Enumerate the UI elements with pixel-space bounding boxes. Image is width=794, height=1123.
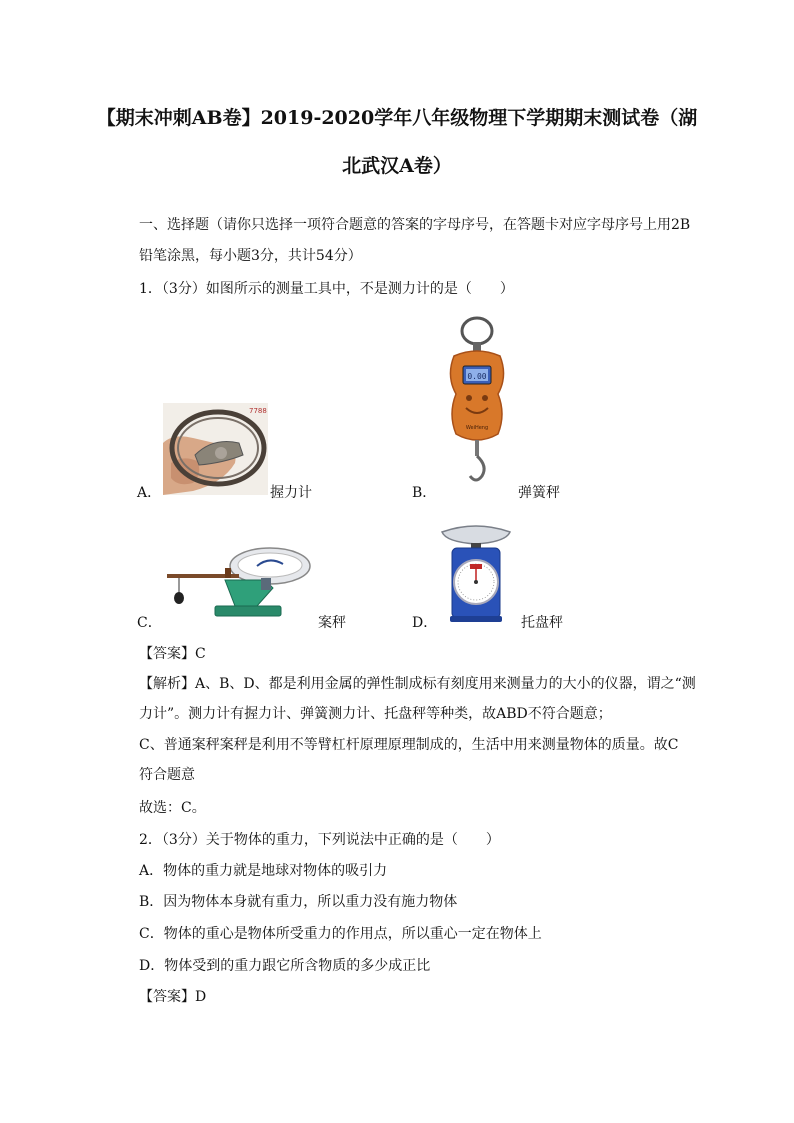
q1-analysis-line-4: 符合题意	[139, 767, 195, 783]
q1-analysis-line-2: 力计”。测力计有握力计、弹簧测力计、托盘秤等种类，故ABD不符合题意；	[139, 706, 612, 722]
q2-option-d: D．物体受到的重力跟它所含物质的多少成正比	[139, 958, 431, 974]
document-title	[90, 94, 704, 190]
q1-option-d-letter: D．	[412, 615, 438, 631]
q1-stem: 1．（3分）如图所示的测量工具中，不是测力计的是（ ）	[139, 281, 514, 297]
q1-option-a-label: 握力计	[270, 485, 312, 501]
scale-brand-label: WeiHeng	[465, 425, 489, 431]
platform-scale-image	[165, 540, 313, 622]
q1-option-a-letter: A．	[137, 485, 162, 501]
q2-option-b: B．因为物体本身就有重力，所以重力没有施力物体	[139, 894, 458, 910]
title-line-2: 北武汉A卷）	[342, 155, 452, 177]
q2-option-c: C．物体的重心是物体所受重力的作用点，所以重心一定在物体上	[139, 926, 542, 942]
q1-option-b-label: 弹簧秤	[518, 485, 560, 501]
grip-dynamometer-image	[163, 403, 268, 495]
tray-scale-image	[438, 522, 514, 624]
q2-stem: 2．（3分）关于物体的重力，下列说法中正确的是（ ）	[139, 832, 500, 848]
q2-answer: 【答案】D	[139, 989, 207, 1005]
q1-option-b-letter: B．	[412, 485, 437, 501]
q1-option-d-label: 托盘秤	[521, 615, 563, 631]
title-line-1: 【期末冲刺AB卷】2019-2020学年八年级物理下学期期末测试卷（湖	[96, 107, 698, 129]
q1-choice: 故选：C。	[139, 800, 206, 816]
q1-analysis-line-3: C、普通案秤案秤是利用不等臂杠杆原理原理制成的，生活中用来测量物体的质量。故C	[139, 737, 679, 753]
section-heading-line-2: 铅笔涂黑，每小题3分，共计54分）	[139, 248, 362, 264]
spring-scale-image	[436, 316, 520, 494]
q1-option-c-letter: C．	[137, 615, 162, 631]
q1-answer: 【答案】C	[139, 646, 206, 662]
grip-photo-number: 7788	[249, 407, 267, 415]
q2-option-a: A．物体的重力就是地球对物体的吸引力	[139, 863, 388, 879]
q1-analysis-line-1: 【解析】A、B、D、都是利用金属的弹性制成标有刻度用来测量力的大小的仪器，谓之“测	[139, 676, 696, 692]
scale-display-reading: 0.00	[467, 372, 487, 381]
section-heading-line-1: 一、选择题（请你只选择一项符合题意的答案的字母序号，在答题卡对应字母序号上用2B	[139, 217, 691, 233]
q1-option-c-label: 案秤	[318, 615, 346, 631]
